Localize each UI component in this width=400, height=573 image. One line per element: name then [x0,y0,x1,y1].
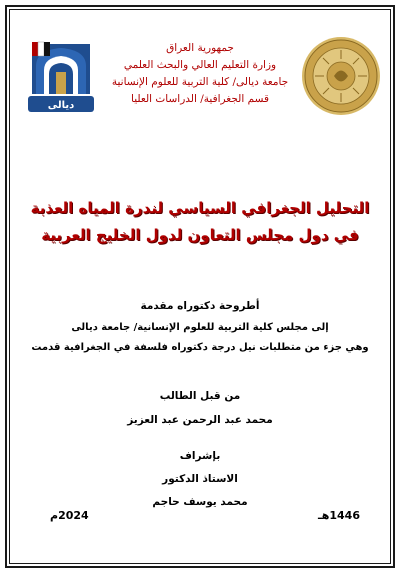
supervisor-label: بإشراف [179,450,221,462]
supervisor-section [20,445,380,514]
thesis-submitted-to: إلى مجلس كلية التربية للعلوم الإنسانية/ جامعة ديالى [71,322,329,333]
header-country: جمهورية العراق [166,42,234,54]
date-gregorian: 2024م [50,509,89,522]
institution-header [100,40,300,108]
logo-left-text: ديالى [47,100,75,111]
gold-seal-emblem [300,35,382,117]
thesis-title [20,195,380,249]
supervisor-rank: الاستاذ الدكتور [162,473,238,485]
thesis-statement [20,296,380,358]
supervisor-name: محمد يوسف حاجم [152,496,248,508]
header-department: قسم الجغرافية/ الدراسات العليا [131,93,269,105]
student-section [20,384,380,432]
thesis-requirement: وهي جزء من متطلبات نيل درجة دكتوراه فلسفة في الجغرافية قدمت [31,342,369,353]
title-line-1: التحليل الجغرافي السياسي لندرة المياه العذبة [30,199,370,217]
header-college: جامعة ديالى/ كلية التربية للعلوم الإنسانية [111,76,289,88]
student-name: محمد عبد الرحمن عبد العزيز [127,414,273,426]
date-hijri: 1446هـ [317,509,360,522]
title-line-2: في دول مجلس التعاون لدول الخليج العربية [41,226,359,244]
header-ministry: وزارة التعليم العالي والبحث العلمي [123,59,277,71]
student-label: من قبل الطالب [159,390,241,402]
university-of-diyala-logo [22,38,100,116]
thesis-type: أطروحة دكتوراه مقدمة [140,300,260,312]
